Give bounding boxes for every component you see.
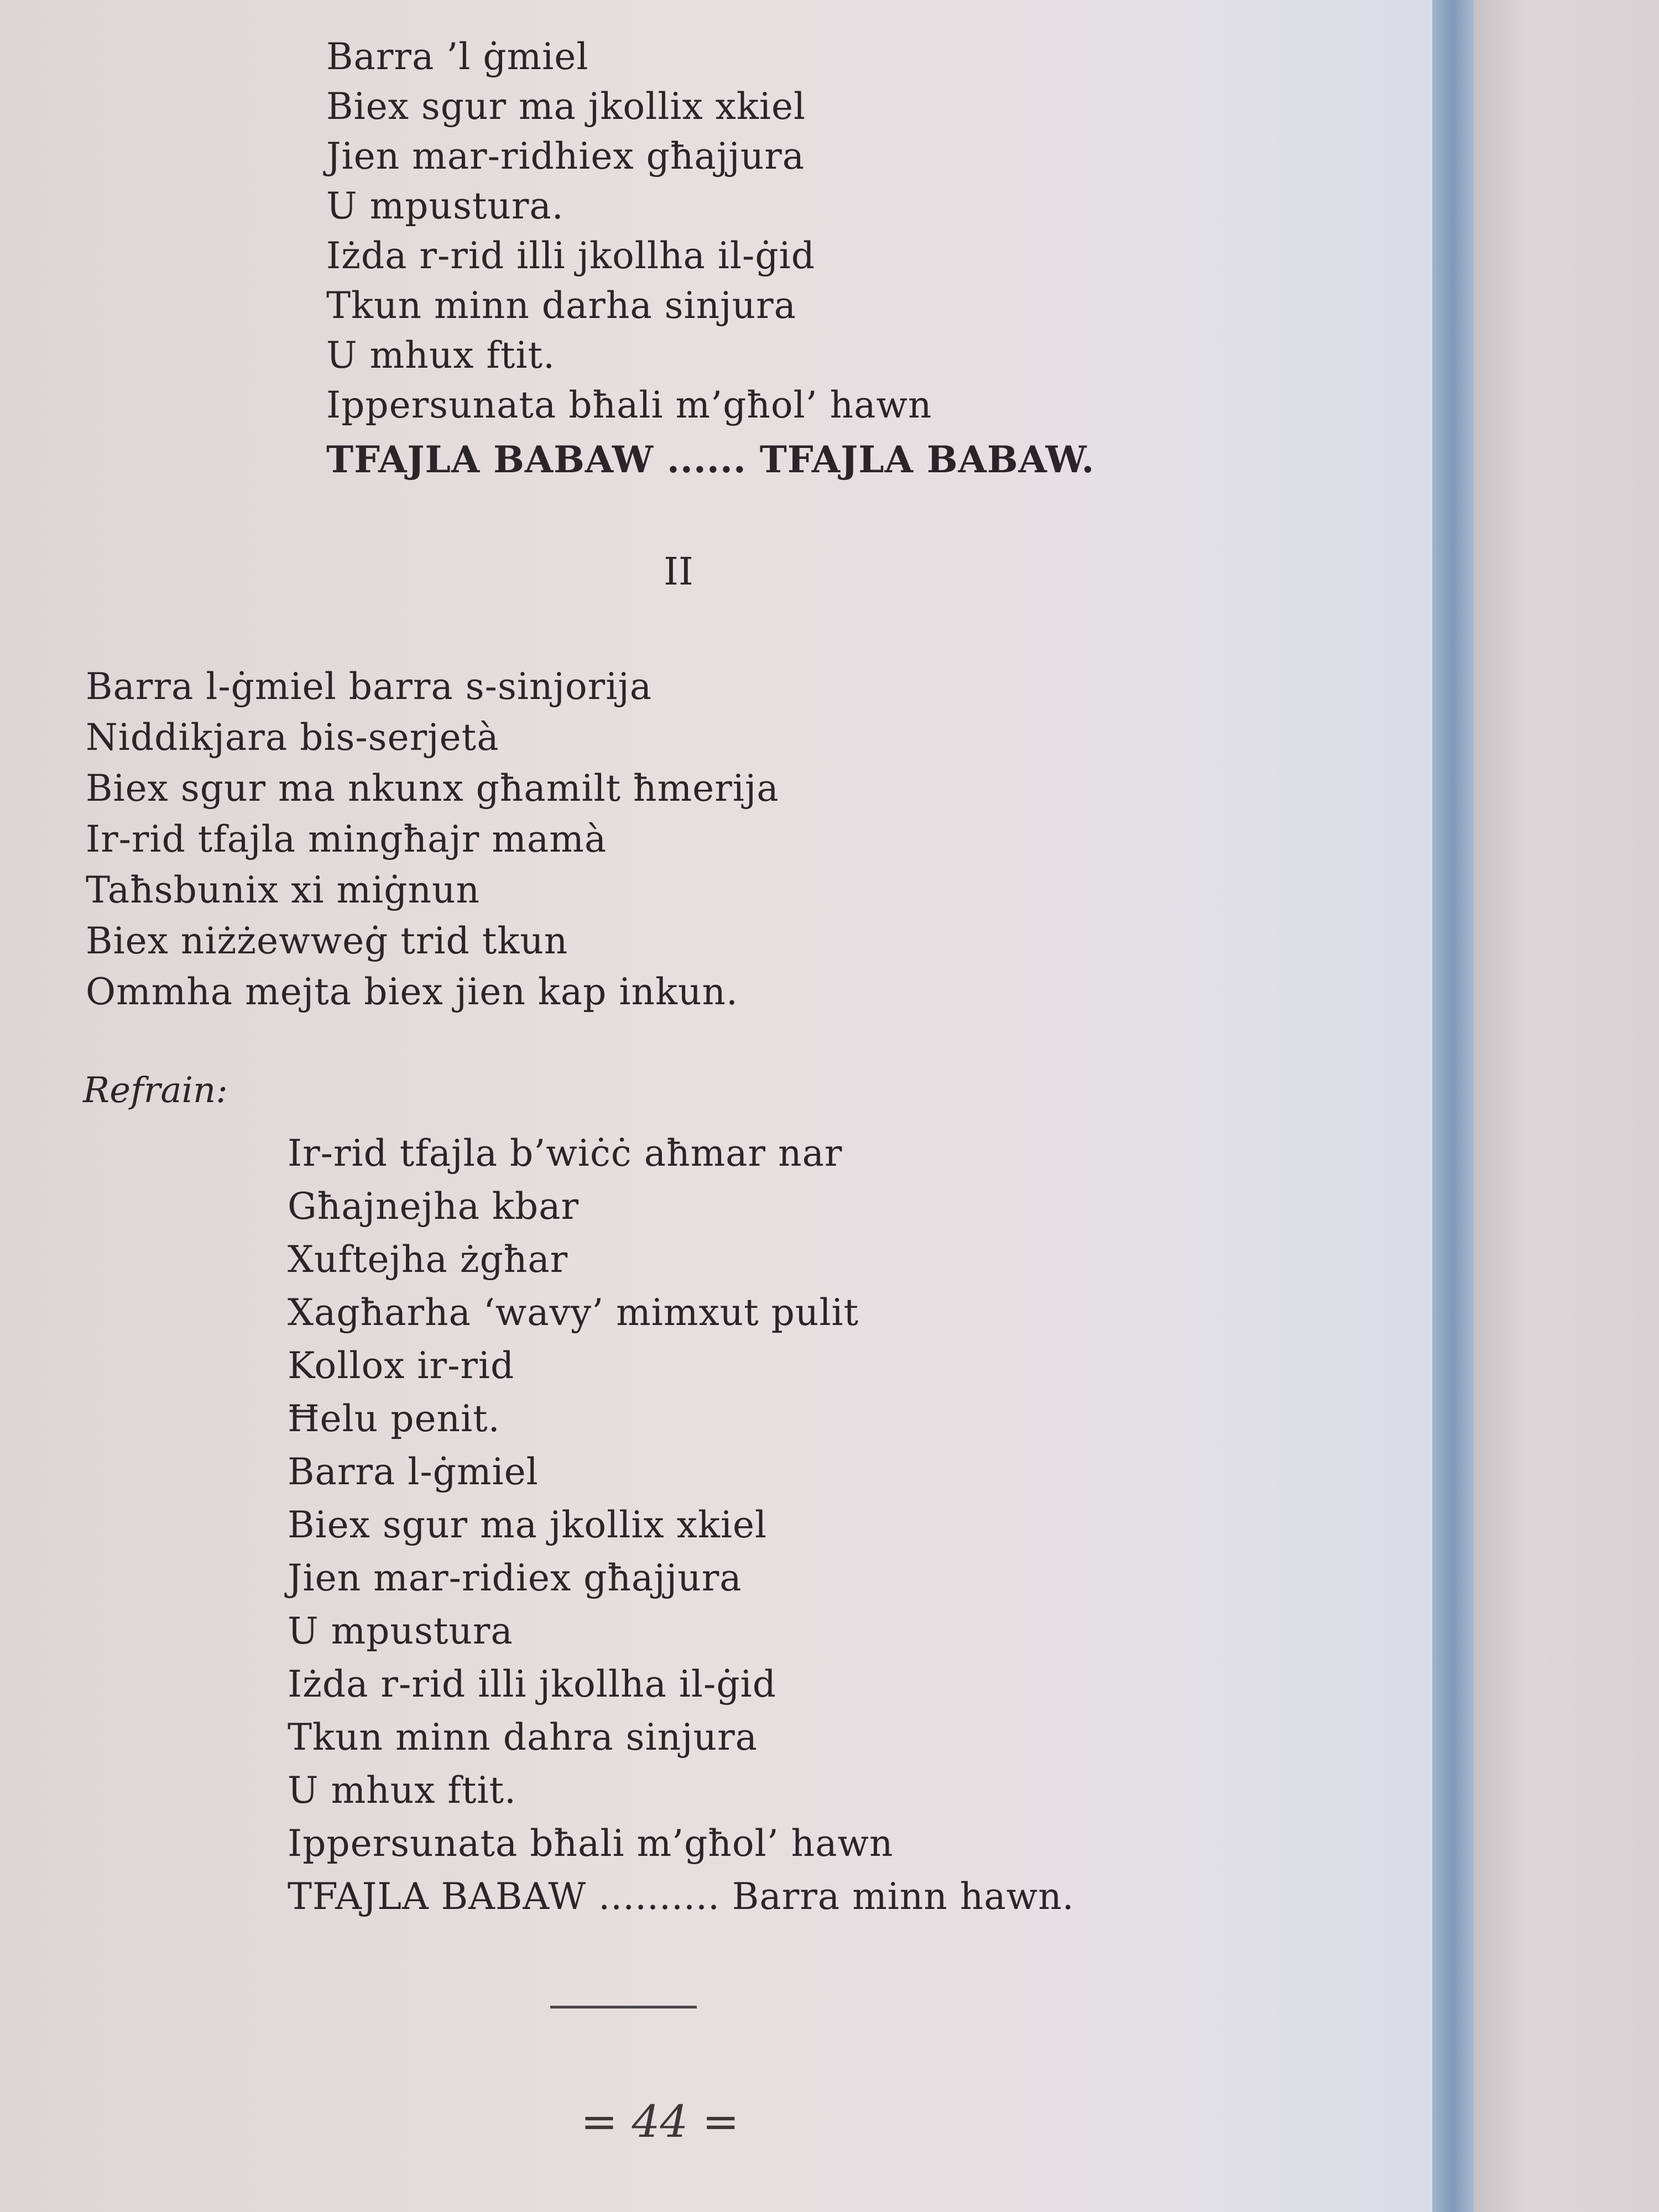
verse-line: Iżda r-rid illi jkollha il-ġid (326, 234, 815, 277)
verse-line: Niddikjara bis-serjetà (86, 716, 499, 759)
divider-rule (550, 2006, 697, 2008)
verse-two (86, 661, 779, 1018)
refrain-line: Xuftejha żgħar (288, 1238, 568, 1281)
verse-line: Barra l-ġmiel barra s-sinjorija (86, 665, 653, 708)
refrain-line: Ir-rid tfajla b’wiċċ aħmar nar (288, 1132, 843, 1175)
refrain-line: Għajnejha kbar (288, 1185, 580, 1228)
refrain-line: Barra l-ġmiel (288, 1451, 539, 1493)
refrain-line: Ippersunata bħali m’għol’ hawn (288, 1822, 894, 1865)
refrain-line: Biex sgur ma jkollix xkiel (288, 1504, 768, 1546)
section-heading: II (664, 550, 693, 594)
verse-line-bold: TFAJLA BABAW ...... TFAJLA BABAW. (326, 438, 1095, 481)
verse-line: Biex niżżewweġ trid tkun (86, 920, 568, 962)
verse-line: U mhux ftit. (326, 334, 555, 377)
refrain-line: Jien mar-ridiex għajjura (288, 1557, 742, 1599)
verse-line: Tkun minn darha sinjura (326, 284, 797, 327)
refrain (288, 1127, 1074, 1923)
refrain-line: Kollox ir-rid (288, 1344, 515, 1387)
verse-line: Ommha mejta biex jien kap inkun. (86, 971, 738, 1013)
verse-line: Biex sgur ma nkunx għamilt ħmerija (86, 767, 779, 810)
refrain-line: Tkun minn dahra sinjura (288, 1716, 758, 1759)
adjacent-page-edge (1474, 0, 1659, 2212)
verse-top (326, 32, 1094, 484)
verse-line: U mpustura. (326, 185, 564, 227)
refrain-line: Ħelu penit. (288, 1397, 500, 1440)
verse-line: Ir-rid tfajla mingħajr mamà (86, 818, 607, 860)
refrain-label: Refrain: (83, 1070, 228, 1111)
verse-line: Biex sgur ma jkollix xkiel (326, 85, 806, 128)
book-binding-edge (1432, 0, 1474, 2212)
refrain-line: Xagħarha ‘wavy’ mimxut pulit (288, 1291, 859, 1334)
verse-line: Jien mar-ridhiex għajjura (326, 135, 805, 178)
page-number: = 44 = (581, 2096, 739, 2147)
refrain-line: TFAJLA BABAW .......... Barra minn hawn. (288, 1875, 1074, 1918)
refrain-line: Iżda r-rid illi jkollha il-ġid (288, 1663, 776, 1705)
refrain-line: U mhux ftit. (288, 1769, 517, 1812)
verse-line: Ippersunata bħali m’għol’ hawn (326, 384, 932, 426)
refrain-line: U mpustura (288, 1610, 513, 1652)
verse-line: Taħsbunix xi miġnun (86, 869, 480, 911)
verse-line: Barra ’l ġmiel (326, 35, 589, 78)
